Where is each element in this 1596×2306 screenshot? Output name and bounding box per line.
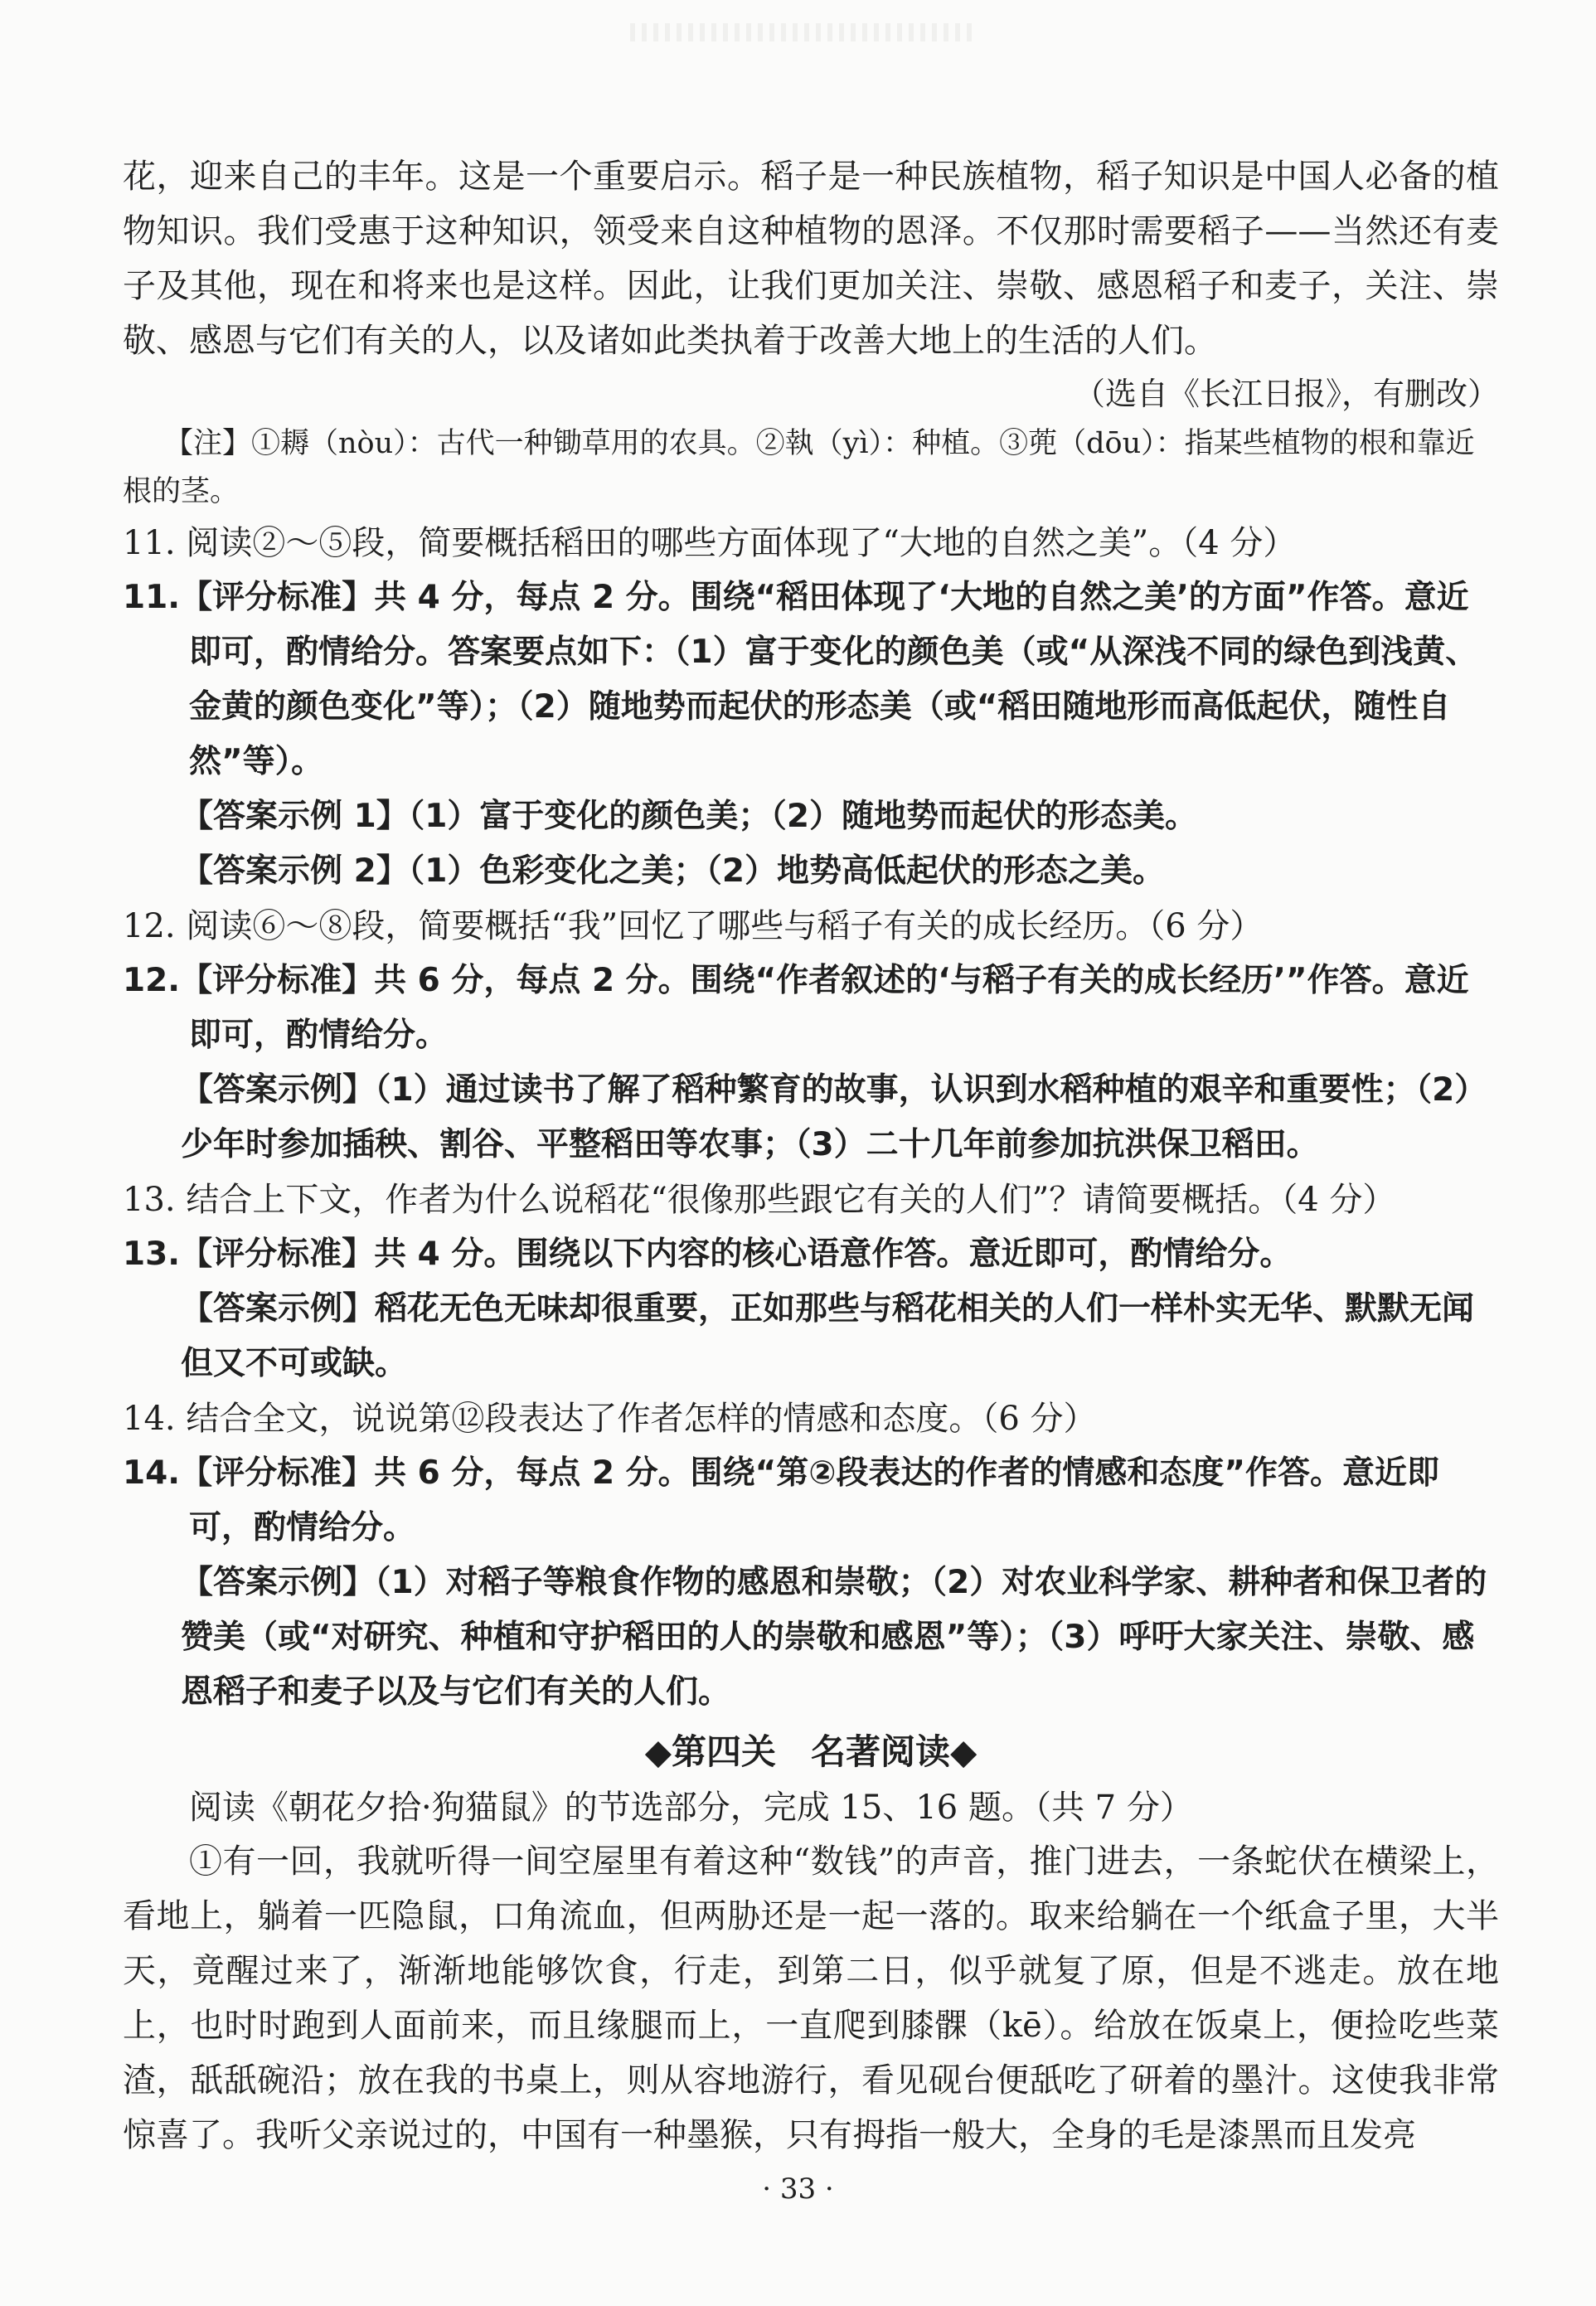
footnote: 【注】①耨（nòu）：古代一种锄草用的农具。②執（yì）：种植。③蔸（dōu）：指某些植物的根和靠近根的茎。 (123, 427, 1475, 508)
passage-continued: 花，迎来自己的丰年。这是一个重要启示。稻子是一种民族植物，稻子知识是中国人必备的植物知识。我们受惠于这种知识，领受来自这种植物的恩泽。不仅那时需要稻子——当然还有麦子及其他，现在和将来也是这样。因此，让我们更加关注、崇敬、感恩稻子和麦子，关注、崇敬、感恩与它们有关的人，以及诸如此类执着于改善大地上的生活的人们。 (123, 158, 1499, 360)
question-12: 12. 阅读⑥～⑧段，简要概括“我”回忆了哪些与稻子有关的成长经历。（6 分） (123, 907, 1264, 945)
source-citation: （选自《长江日报》，有删改） (1073, 376, 1499, 412)
answer-11: 11.【评分标准】共 4 分，每点 2 分。围绕“稻田体现了‘大地的自然之美’的方面”作答。意近即可，酌情给分。答案要点如下：（1）富于变化的颜色美（或“从深浅不同的绿色到浅黄、金黄的颜色变化”等）；（2）随地势而起伏的形态美（或“稻田随地形而高低起伏，随性自然”等）。 (123, 579, 1478, 780)
answer-13-example: 【答案示例】稻花无色无味却很重要，正如那些与稻花相关的人们一样朴实无华、默默无闻但又不可或缺。 (181, 1290, 1475, 1382)
answer-11-example-1: 【答案示例 1】（1）富于变化的颜色美；（2）随地势而起伏的形态美。 (181, 798, 1197, 835)
page-content (123, 149, 1499, 2163)
answer-12-example: 【答案示例】（1）通过读书了解了稻种繁育的故事，认识到水稻种植的艰辛和重要性；（2）少年时参加插秧、割谷、平整稻田等农事；（3）二十几年前参加抗洪保卫稻田。 (181, 1071, 1487, 1163)
section-heading: ◆第四关 名著阅读◆ (644, 1731, 977, 1772)
section-intro: 阅读《朝花夕拾·狗猫鼠》的节选部分，完成 15、16 题。（共 7 分） (189, 1789, 1193, 1827)
answer-13: 13.【评分标准】共 4 分。围绕以下内容的核心语意作答。意近即可，酌情给分。 (123, 1236, 1293, 1273)
page-number: · 33 · (762, 2172, 834, 2206)
answer-14: 14.【评分标准】共 6 分，每点 2 分。围绕“第②段表达的作者的情感和态度”作答。意近即可，酌情给分。 (123, 1454, 1439, 1546)
answer-11-example-2: 【答案示例 2】（1）色彩变化之美；（2）地势高低起伏的形态之美。 (181, 852, 1165, 890)
question-11: 11. 阅读②～⑤段，简要概括稻田的哪些方面体现了“大地的自然之美”。（4 分） (123, 524, 1297, 562)
scan-artifact (630, 23, 978, 41)
answer-12: 12.【评分标准】共 6 分，每点 2 分。围绕“作者叙述的‘与稻子有关的成长经历’”作答。意近即可，酌情给分。 (123, 962, 1469, 1054)
question-13: 13. 结合上下文，作者为什么说稻花“很像那些跟它有关的人们”？请简要概括。（4 分） (123, 1181, 1396, 1219)
excerpt-paragraph: ①有一回，我就听得一间空屋里有着这种“数钱”的声音，推门进去，一条蛇伏在横梁上，看地上，躺着一匹隐鼠，口角流血，但两胁还是一起一落的。取来给躺在一个纸盒子里，大半天，竟醒过来了，渐渐地能够饮食，行走，到第二日，似乎就复了原，但是不逃走。放在地上，也时时跑到人面前来，而且缘腿而上，一直爬到膝髁（kē）。给放在饭桌上，便捡吃些菜渣，舐舐碗沿；放在我的书桌上，则从容地游行，看见砚台便舐吃了研着的墨汁。这使我非常惊喜了。我听父亲说过的，中国有一种墨猴，只有拇指一般大，全身的毛是漆黑而且发亮 (123, 1842, 1499, 2154)
answer-14-example: 【答案示例】（1）对稻子等粮食作物的感恩和崇敬；（2）对农业科学家、耕种者和保卫者的赞美（或“对研究、种植和守护稻田的人的崇敬和感恩”等）；（3）呼吁大家关注、崇敬、感恩稻子和麦子以及与它们有关的人们。 (181, 1564, 1487, 1711)
question-14: 14. 结合全文，说说第⑫段表达了作者怎样的情感和态度。（6 分） (123, 1400, 1097, 1438)
